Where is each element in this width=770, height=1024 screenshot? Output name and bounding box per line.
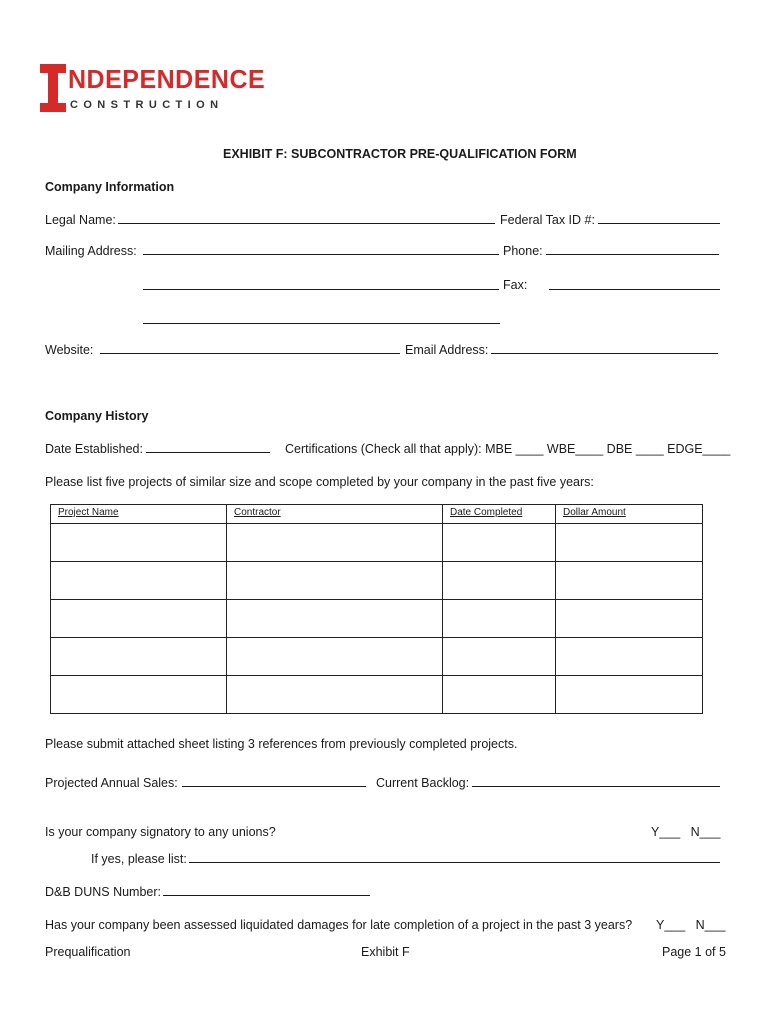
- references-text: Please submit attached sheet listing 3 references from previously completed projects.: [45, 737, 518, 751]
- certifications-line[interactable]: Certifications (Check all that apply): MBE ____ WBE____ DBE ____ EDGE____: [285, 442, 731, 456]
- dollar-amount-cell[interactable]: [556, 638, 703, 676]
- projects-prompt: Please list five projects of similar size and scope completed by your company in the past five years:: [45, 475, 594, 489]
- mailing-address-label: Mailing Address:: [45, 244, 137, 258]
- contractor-cell[interactable]: [227, 638, 443, 676]
- federal-tax-id-label: Federal Tax ID #:: [500, 213, 595, 227]
- legal-name-label: Legal Name:: [45, 213, 116, 227]
- contractor-cell[interactable]: [227, 562, 443, 600]
- projects-table: [50, 504, 703, 714]
- unions-list-field[interactable]: [189, 851, 720, 863]
- company-information-heading: Company Information: [45, 180, 175, 194]
- header-dollar-amount: Dollar Amount: [556, 505, 703, 524]
- table-header-row: [51, 505, 703, 524]
- date-completed-cell[interactable]: [443, 600, 556, 638]
- website-label: Website:: [45, 343, 94, 357]
- logo-subtitle: CONSTRUCTION: [70, 99, 224, 111]
- project-name-cell[interactable]: [51, 676, 227, 714]
- fax-field[interactable]: [549, 278, 720, 290]
- dollar-amount-cell[interactable]: [556, 600, 703, 638]
- projected-annual-sales-field[interactable]: [182, 775, 366, 787]
- email-label: Email Address:: [405, 343, 489, 357]
- footer-center: Exhibit F: [361, 945, 410, 959]
- duns-label: D&B DUNS Number:: [45, 885, 161, 899]
- fax-label: Fax:: [503, 278, 528, 292]
- phone-label: Phone:: [503, 244, 543, 258]
- company-logo: [40, 64, 266, 114]
- projected-annual-sales-label: Projected Annual Sales:: [45, 776, 178, 790]
- project-name-cell[interactable]: [51, 638, 227, 676]
- liquidated-damages-question: Has your company been assessed liquidated damages for late completion of a project in the past 3 years?: [45, 918, 633, 932]
- contractor-cell[interactable]: [227, 676, 443, 714]
- table-row: [51, 600, 703, 638]
- project-name-cell[interactable]: [51, 524, 227, 562]
- unions-yes-no[interactable]: Y___ N___: [651, 825, 721, 839]
- date-completed-cell[interactable]: [443, 676, 556, 714]
- contractor-cell[interactable]: [227, 524, 443, 562]
- website-field[interactable]: [100, 342, 400, 354]
- mailing-address-field-line1[interactable]: [143, 243, 499, 255]
- footer-left: Prequalification: [45, 945, 131, 959]
- date-completed-cell[interactable]: [443, 562, 556, 600]
- header-date-completed: Date Completed: [443, 505, 556, 524]
- header-project-name: Project Name: [51, 505, 227, 524]
- federal-tax-id-field[interactable]: [598, 212, 720, 224]
- logo-wordmark: NDEPENDENCE: [68, 65, 266, 95]
- date-established-label: Date Established:: [45, 442, 143, 456]
- liquidated-damages-yes-no[interactable]: Y___ N___: [656, 918, 726, 932]
- date-completed-cell[interactable]: [443, 638, 556, 676]
- duns-field[interactable]: [163, 884, 370, 896]
- logo-i-mark: [40, 64, 66, 112]
- mailing-address-field-line2[interactable]: [143, 278, 499, 290]
- dollar-amount-cell[interactable]: [556, 562, 703, 600]
- form-title: EXHIBIT F: SUBCONTRACTOR PRE-QUALIFICATION FORM: [223, 147, 577, 161]
- phone-field[interactable]: [546, 243, 719, 255]
- table-row: [51, 638, 703, 676]
- project-name-cell[interactable]: [51, 600, 227, 638]
- current-backlog-field[interactable]: [472, 775, 720, 787]
- legal-name-field[interactable]: [118, 212, 495, 224]
- unions-question: Is your company signatory to any unions?: [45, 825, 276, 839]
- email-field[interactable]: [491, 342, 718, 354]
- project-name-cell[interactable]: [51, 562, 227, 600]
- table-row: [51, 524, 703, 562]
- mailing-address-field-line3[interactable]: [143, 312, 500, 324]
- dollar-amount-cell[interactable]: [556, 676, 703, 714]
- table-row: [51, 562, 703, 600]
- current-backlog-label: Current Backlog:: [376, 776, 470, 790]
- header-contractor: Contractor: [227, 505, 443, 524]
- table-row: [51, 676, 703, 714]
- date-established-field[interactable]: [146, 441, 270, 453]
- date-completed-cell[interactable]: [443, 524, 556, 562]
- dollar-amount-cell[interactable]: [556, 524, 703, 562]
- company-history-heading: Company History: [45, 409, 149, 423]
- unions-if-yes-label: If yes, please list:: [91, 852, 187, 866]
- footer-page-number: Page 1 of 5: [662, 945, 726, 959]
- contractor-cell[interactable]: [227, 600, 443, 638]
